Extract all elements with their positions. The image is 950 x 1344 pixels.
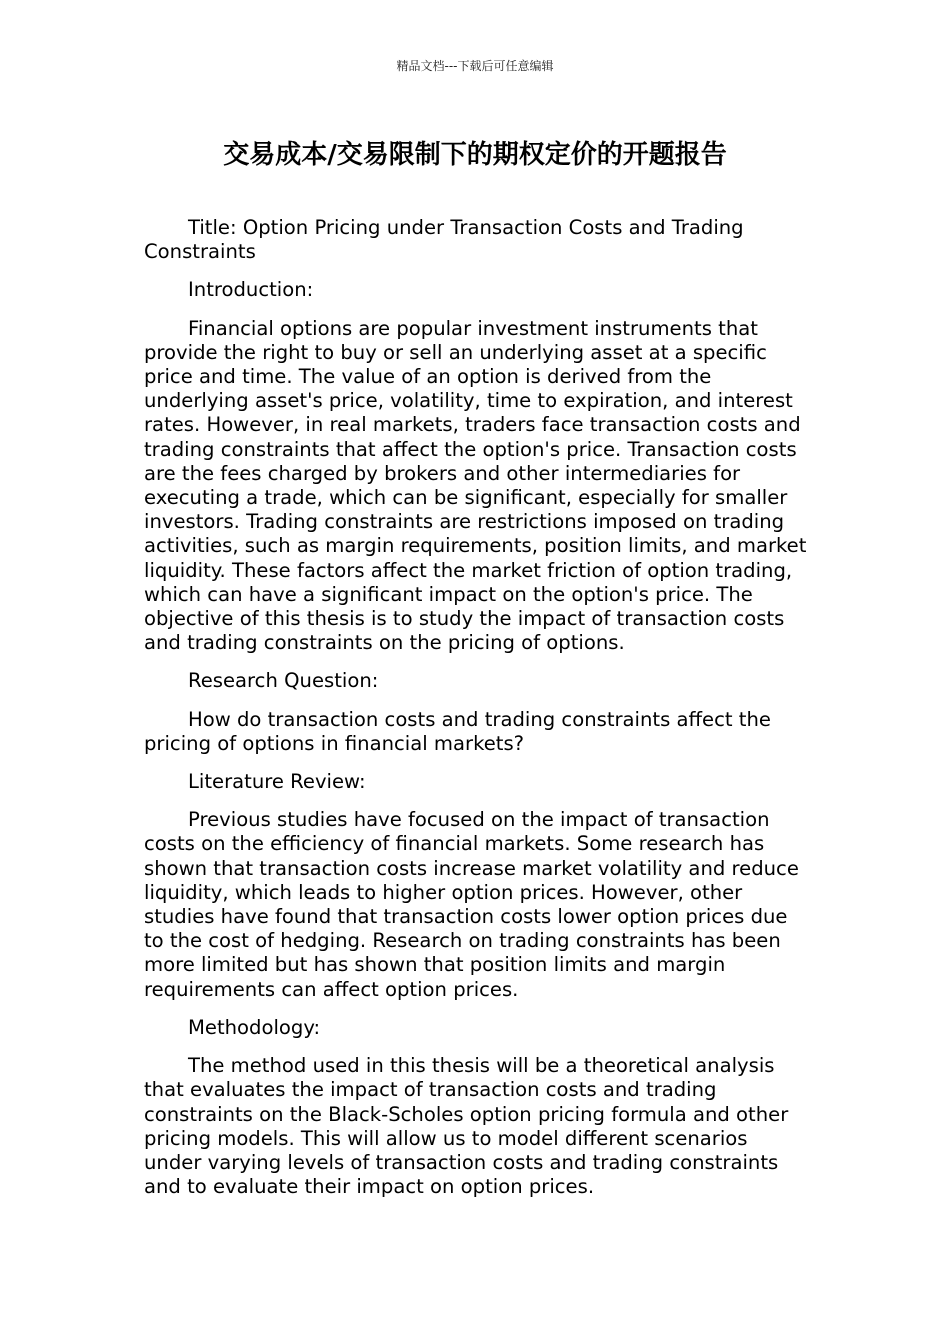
research-question-paragraph: How do transaction costs and trading constraints affect the pricing of options in financial markets? [144, 707, 771, 755]
research-question-heading: Research Question: [188, 669, 379, 693]
introduction-heading: Introduction: [188, 278, 314, 302]
document-title: 交易成本/交易限制下的期权定价的开题报告 [223, 140, 727, 170]
introduction-paragraph: Financial options are popular investment instruments that provide the right to buy or sell an underlying asset at a specific price and time. The value of an option is derived from the underlying asset's price, volatility, time to expiration, and interest rates. However, in real markets, traders face transaction costs and trading constraints that affect the option's price. Transaction costs are the fees charged by brokers and other intermediaries for executing a trade, which can be significant, especially for smaller investors. Trading constraints are restrictions imposed on trading activities, such as margin requirements, position limits, and market liquidity. These factors affect the market friction of option trading, which can have a significant impact on the option's price. The objective of this thesis is to study the impact of transaction costs and trading constraints on the pricing of options. [144, 316, 807, 655]
document-body [144, 216, 808, 1213]
literature-review-heading: Literature Review: [188, 770, 366, 794]
literature-review-paragraph: Previous studies have focused on the impact of transaction costs on the efficiency of financial markets. Some research has shown that transaction costs increase market volatility and reduce liquidity, which leads to higher option prices. However, other studies have found that transaction costs lower option prices due to the cost of hedging. Research on trading constraints has been more limited but has shown that position limits and margin requirements can affect option prices. [144, 808, 799, 1001]
header-note: 精品文档---下载后可任意编辑 [396, 59, 554, 73]
methodology-heading: Methodology: [188, 1015, 321, 1039]
methodology-paragraph: The method used in this thesis will be a theoretical analysis that evaluates the impact of transaction costs and trading constraints on the Black-Scholes option pricing formula and other pricing models. This will allow us to model different scenarios under varying levels of transaction costs and trading constraints and to evaluate their impact on option prices. [144, 1054, 789, 1199]
title-paragraph: Title: Option Pricing under Transaction Costs and Trading Constraints [144, 216, 744, 264]
